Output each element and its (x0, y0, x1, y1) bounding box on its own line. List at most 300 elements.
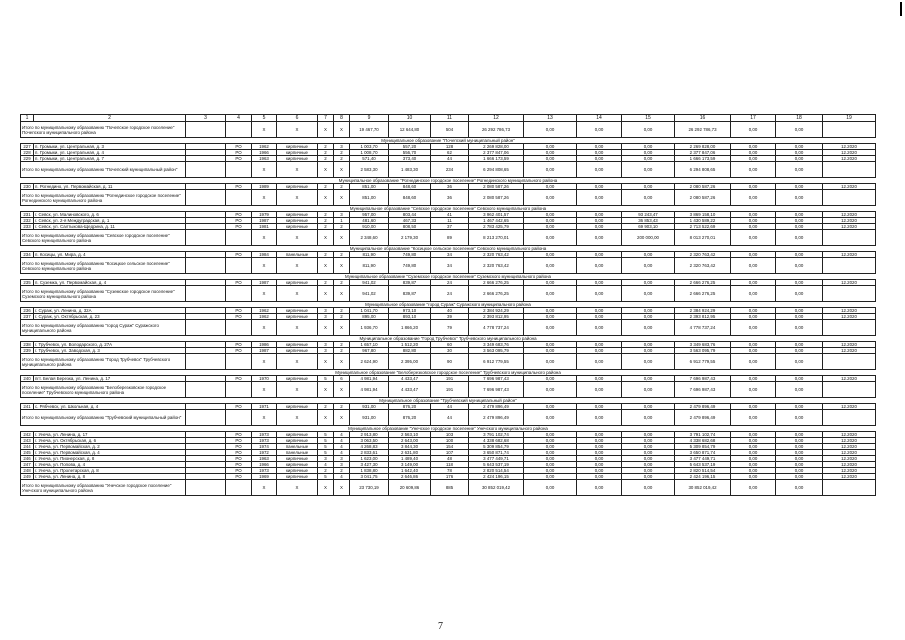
table-cell: 5 (318, 444, 334, 450)
table-cell: 36 (431, 184, 469, 190)
table-cell: 0,00 (524, 224, 577, 230)
table-cell: РО (226, 156, 252, 162)
table-cell: 103 (431, 432, 469, 438)
table-cell: 2 080 587,26 (469, 184, 524, 190)
table-cell: 2 (318, 404, 334, 410)
table-cell: РО (226, 184, 252, 190)
table-cell: кирпичные (277, 144, 318, 150)
table-cell: 12.2020 (823, 144, 876, 150)
subtotal-cell: 0,00 (577, 230, 622, 246)
subtotal-cell: X (334, 190, 350, 206)
subtotal-cell: 2 395,00 (389, 354, 431, 370)
table-cell: 0,00 (731, 404, 776, 410)
table-cell: 0,00 (577, 348, 622, 354)
table-cell: 3 791 102,74 (469, 432, 524, 438)
table-cell: 12.2020 (823, 252, 876, 258)
table-cell: 0,00 (524, 314, 577, 320)
table-cell: 0,00 (622, 252, 675, 258)
table-cell: РО (226, 348, 252, 354)
subtotal-cell: X (318, 190, 334, 206)
table-cell: 2 (334, 342, 350, 348)
table-cell: 3 (318, 348, 334, 354)
table-cell: 808,50 (389, 224, 431, 230)
section-heading: Муниципальное образование "Белоберезковское городское поселение" Трубчевского муниципального района (21, 370, 876, 376)
table-cell: 0,00 (731, 474, 776, 480)
subtotal-cell: 6 294 808,65 (469, 162, 524, 178)
table-cell: 12.2020 (823, 474, 876, 480)
subtotal-cell: X (334, 122, 350, 138)
subtotal-cell: 851,00 (350, 190, 389, 206)
row-number: 227 (21, 144, 34, 150)
column-number: 8 (334, 115, 350, 122)
table-cell: 41 (431, 212, 469, 218)
subtotal-cell: X (252, 122, 277, 138)
table-cell: 12.2020 (823, 462, 876, 468)
table-cell: 40 (431, 308, 469, 314)
subtotal-cell (226, 230, 252, 246)
table-cell: 0,00 (524, 444, 577, 450)
table-cell: 3 844,30 (389, 444, 431, 450)
subtotal-cell: 2 624,90 (350, 354, 389, 370)
column-number: 5 (252, 115, 277, 122)
table-cell: 0,00 (622, 342, 675, 348)
table-cell: 0,00 (577, 432, 622, 438)
row-number: 245 (21, 450, 34, 456)
row-number: 246 (21, 456, 34, 462)
table-cell: 851,00 (350, 184, 389, 190)
subtotal-cell: 0,00 (622, 122, 675, 138)
address-cell: г. Севск, ул. 2-я Междуградская, д. 1 (34, 218, 186, 224)
subtotal-cell (823, 382, 876, 398)
table-cell: 5 (318, 438, 334, 444)
table-cell: 910,00 (350, 224, 389, 230)
section-heading: Муниципальное образование "Почепский муниципальный район" (21, 138, 876, 144)
table-cell: 48 (431, 456, 469, 462)
subtotal-cell: 0,00 (524, 122, 577, 138)
subtotal-cell: 0,00 (776, 410, 823, 426)
row-number: 228 (21, 150, 34, 156)
table-cell: 1970 (252, 376, 277, 382)
table-cell: 0,00 (524, 462, 577, 468)
subtotal-cell: X (318, 162, 334, 178)
subtotal-cell: 2 479 896,49 (675, 410, 731, 426)
table-cell: 0,00 (622, 468, 675, 474)
subtotal-cell: 876,20 (389, 410, 431, 426)
table-cell: 0,00 (577, 444, 622, 450)
table-cell: 0,00 (524, 218, 577, 224)
table-cell: панельные (277, 252, 318, 258)
table-cell: 882,80 (389, 348, 431, 354)
section-heading: Муниципальное образование "Рогнединское городское поселение" Рогнединского муниципального района (21, 178, 876, 184)
subtotal-cell: 839,87 (389, 286, 431, 302)
column-number: 1 (21, 115, 34, 122)
table-cell: 0,00 (577, 144, 622, 150)
table-cell: 0,00 (731, 376, 776, 382)
table-cell: 803,44 (389, 212, 431, 218)
subtotal-cell: 2 320 763,42 (469, 258, 524, 274)
table-cell: кирпичные (277, 432, 318, 438)
table-cell: 2 (318, 218, 334, 224)
address-cell: п. Громыки, ул. Центральная, д. 7 (34, 156, 186, 162)
table-cell: 0,00 (622, 462, 675, 468)
table-cell: 191 (431, 376, 469, 382)
table-cell: 0,00 (577, 314, 622, 320)
subtotal-label: Итого по муниципальному образованию "Суземское городское поселение" Суземского муниципального района (21, 286, 186, 302)
table-cell: РО (226, 462, 252, 468)
subtotal-cell: 2 666 276,25 (469, 286, 524, 302)
table-cell: 0,00 (776, 224, 823, 230)
table-cell: кирпичные (277, 212, 318, 218)
table-cell: 30 (431, 348, 469, 354)
table-cell: 931,00 (350, 404, 389, 410)
subtotal-cell: X (318, 122, 334, 138)
subtotal-label: Итого по муниципальному образованию "Трубчевский муниципальный район" (21, 410, 186, 426)
subtotal-cell: 0,00 (524, 354, 577, 370)
subtotal-cell: X (334, 382, 350, 398)
column-number: 6 (277, 115, 318, 122)
table-cell: 1987 (252, 280, 277, 286)
subtotal-cell: X (252, 230, 277, 246)
table-cell: 24 (431, 280, 469, 286)
subtotal-cell (823, 410, 876, 426)
table-cell: 3 041,75 (350, 474, 389, 480)
table-cell: 0,00 (731, 456, 776, 462)
table-cell: кирпичные (277, 150, 318, 156)
table-cell: РО (226, 404, 252, 410)
table-cell: 556,70 (389, 150, 431, 156)
subtotal-cell: X (334, 286, 350, 302)
table-cell: РО (226, 308, 252, 314)
subtotal-row (21, 382, 876, 398)
subtotal-cell: 1 483,30 (389, 162, 431, 178)
subtotal-cell: 0,00 (731, 286, 776, 302)
table-cell: 0,00 (577, 218, 622, 224)
table-cell: 0,00 (577, 376, 622, 382)
subtotal-cell: 26 292 786,73 (469, 122, 524, 138)
table-cell: 5 (318, 376, 334, 382)
subtotal-cell: 24 (431, 286, 469, 302)
table-cell: 3 (318, 456, 334, 462)
subtotal-cell: X (277, 230, 318, 246)
table-cell: 2 (334, 150, 350, 156)
table-cell: 5 643 537,19 (675, 462, 731, 468)
table-cell: 0,00 (577, 438, 622, 444)
table-cell: 895,00 (350, 314, 389, 320)
subtotal-cell: X (252, 382, 277, 398)
table-cell: 34 (431, 252, 469, 258)
table-cell: РО (226, 342, 252, 348)
subtotal-cell: 6 912 779,55 (675, 354, 731, 370)
table-cell: 2 913,80 (350, 432, 389, 438)
table-cell: 0,00 (524, 252, 577, 258)
table-cell: 4 (334, 438, 350, 444)
subtotal-cell: 0,00 (577, 320, 622, 336)
subtotal-cell: 0,00 (622, 162, 675, 178)
subtotal-cell: 749,80 (389, 258, 431, 274)
section-heading: Муниципальное образование "Трубчевский муниципальный район" (21, 398, 876, 404)
table-cell: 12.2020 (823, 308, 876, 314)
table-cell: 2 479 896,49 (469, 404, 524, 410)
table-cell: 4 (334, 444, 350, 450)
table-cell: 2 269 828,00 (675, 144, 731, 150)
table-cell: 0,00 (776, 184, 823, 190)
subtotal-cell: 0,00 (776, 354, 823, 370)
subtotal-cell: 811,90 (350, 258, 389, 274)
table-cell: 5 309 854,79 (469, 444, 524, 450)
table-cell: 2 820 514,54 (675, 468, 731, 474)
subtotal-cell: X (277, 354, 318, 370)
table-cell: 2 631,80 (389, 450, 431, 456)
subtotal-cell: 0,00 (776, 162, 823, 178)
row-number: 231 (21, 212, 34, 218)
table-cell: РО (226, 474, 252, 480)
subtotal-cell: 34 (431, 258, 469, 274)
table-cell: РО (226, 224, 252, 230)
address-cell: п. Громыки, ул. Центральная, д. 4 (34, 150, 186, 156)
subtotal-label: Итого по муниципальному образованию "Почепский муниципальный район" (21, 162, 186, 178)
address-cell: г. Унеча, ул. Ленина, д. 8 (34, 474, 186, 480)
table-cell: 1 489,40 (389, 456, 431, 462)
table-cell: 2 666 276,25 (675, 280, 731, 286)
row-number: 240 (21, 376, 34, 382)
subtotal-cell (823, 480, 876, 496)
table-cell: 0,00 (524, 456, 577, 462)
subtotal-row (21, 480, 876, 496)
table-cell: 2 384 924,29 (469, 308, 524, 314)
table-cell: 0,00 (524, 376, 577, 382)
row-number: 236 (21, 308, 34, 314)
address-cell: п. Рогнедино, ул. Первомайская, д. 11 (34, 184, 186, 190)
table-cell: 0,00 (622, 450, 675, 456)
subtotal-cell: X (318, 230, 334, 246)
subtotal-cell: X (334, 320, 350, 336)
address-cell: г. Сураж, ул. Октябрьская, д. 23 (34, 314, 186, 320)
table-cell: 3 962 401,57 (469, 212, 524, 218)
address-cell: с. Рябчевск, ул. Школьная, д. 4 (34, 404, 186, 410)
table-cell: 2 (318, 224, 334, 230)
subtotal-cell: 0,00 (776, 320, 823, 336)
address-cell: г. Унеча, ул. Пионерская, д. 8 (34, 456, 186, 462)
subtotal-cell: X (252, 190, 277, 206)
table-cell: кирпичные (277, 468, 318, 474)
table-cell: 4 981,94 (350, 376, 389, 382)
subtotal-cell: 0,00 (731, 162, 776, 178)
subtotal-cell: 234 (431, 162, 469, 178)
table-cell: 2 393 812,95 (675, 314, 731, 320)
subtotal-cell: 36 (431, 190, 469, 206)
section-heading: Муниципальное образование "город Сураж" Суражского муниципального района (21, 302, 876, 308)
table-cell: 1973 (252, 468, 277, 474)
table-cell: 0,00 (731, 252, 776, 258)
table-cell: 0,00 (622, 438, 675, 444)
subtotal-cell: X (252, 320, 277, 336)
subtotal-cell: 0,00 (622, 354, 675, 370)
table-cell: 0,00 (776, 252, 823, 258)
subtotal-cell: 0,00 (622, 382, 675, 398)
table-cell: 3 477 449,71 (675, 456, 731, 462)
table-cell: 78 (431, 468, 469, 474)
table-cell: 3 (334, 212, 350, 218)
address-cell: г. Трубчевск, ул. Заводская, д. 3 (34, 348, 186, 354)
table-cell: 12.2020 (823, 150, 876, 156)
subtotal-cell (823, 162, 876, 178)
table-cell: 1962 (252, 314, 277, 320)
subtotal-cell: X (334, 162, 350, 178)
subtotal-cell: 7 696 987,43 (675, 382, 731, 398)
table-cell: кирпичные (277, 342, 318, 348)
table-cell: кирпичные (277, 308, 318, 314)
table-cell: 0,00 (524, 150, 577, 156)
address-cell: п. Суземка, ул. Первомайская, д. 4 (34, 280, 186, 286)
subtotal-cell: 79 (431, 320, 469, 336)
subtotal-cell (226, 286, 252, 302)
table-cell: 0,00 (731, 342, 776, 348)
table-cell: 0,00 (622, 308, 675, 314)
subtotal-cell: 0,00 (577, 480, 622, 496)
table-cell: 1974 (252, 444, 277, 450)
address-cell: г. Севск, ул. Салтыкова-Щедрина, д. 11 (34, 224, 186, 230)
table-cell: 373,40 (389, 156, 431, 162)
table-cell: 2 (334, 404, 350, 410)
subtotal-cell: 4 778 737,24 (469, 320, 524, 336)
subtotal-cell: 4 981,94 (350, 382, 389, 398)
subtotal-cell: 6 912 779,55 (469, 354, 524, 370)
table-cell: 3 349 683,76 (675, 342, 731, 348)
table-cell: 2 080 587,26 (675, 184, 731, 190)
table-cell: 3 (318, 342, 334, 348)
subtotal-cell: 0,00 (622, 320, 675, 336)
subtotal-cell: 6 294 808,65 (675, 162, 731, 178)
table-cell: кирпичные (277, 280, 318, 286)
table-cell: 0,00 (577, 462, 622, 468)
table-cell: 1 (334, 218, 350, 224)
subtotal-row (21, 230, 876, 246)
subtotal-cell (823, 320, 876, 336)
table-cell: 0,00 (731, 468, 776, 474)
table-cell: 2 646,86 (389, 474, 431, 480)
column-number: 11 (431, 115, 469, 122)
table-cell: 0,00 (731, 450, 776, 456)
row-number: 244 (21, 444, 34, 450)
table-cell: 1 041,70 (350, 308, 389, 314)
table-cell: 12.2020 (823, 404, 876, 410)
subtotal-cell: 2 348,60 (350, 230, 389, 246)
table-cell: 176 (431, 474, 469, 480)
row-number: 234 (21, 252, 34, 258)
subtotal-cell: 0,00 (776, 122, 823, 138)
table-cell: 12.2020 (823, 184, 876, 190)
subtotal-cell: X (252, 286, 277, 302)
table-cell: 0,00 (776, 404, 823, 410)
table-cell: 1987 (252, 348, 277, 354)
subtotal-cell: 2 479 896,49 (469, 410, 524, 426)
table-cell: 0,00 (577, 156, 622, 162)
table-cell: 5 (318, 450, 334, 456)
table-cell: 0,00 (776, 308, 823, 314)
subtotal-cell (226, 258, 252, 274)
subtotal-cell: X (277, 286, 318, 302)
table-cell: 1 008,70 (350, 150, 389, 156)
table-cell: 2 424 196,15 (469, 474, 524, 480)
table-cell: 2 713 522,69 (675, 224, 731, 230)
table-cell: 2 424 196,15 (675, 474, 731, 480)
table-cell: 36 853,43 (622, 218, 675, 224)
row-number: 247 (21, 462, 34, 468)
subtotal-cell: 8 013 270,01 (675, 230, 731, 246)
subtotal-row (21, 258, 876, 274)
table-cell: РО (226, 456, 252, 462)
table-cell: 0,00 (776, 474, 823, 480)
table-cell: 3 (334, 462, 350, 468)
subtotal-cell: 0,00 (776, 258, 823, 274)
table-cell: 5 643 537,19 (469, 462, 524, 468)
address-cell: г. Севск, ул. Малиновского, д. 6 (34, 212, 186, 218)
column-number: 7 (318, 115, 334, 122)
table-cell: 2 783 425,79 (469, 224, 524, 230)
subtotal-row (21, 162, 876, 178)
table-cell: 0,00 (577, 342, 622, 348)
subtotal-cell (823, 286, 876, 302)
table-cell: 0,00 (622, 444, 675, 450)
table-cell: 118 (431, 462, 469, 468)
column-number: 2 (34, 115, 186, 122)
table-cell: 3 477 449,71 (469, 456, 524, 462)
table-cell: 0,00 (622, 376, 675, 382)
table-cell: РО (226, 438, 252, 444)
table-cell: 0,00 (731, 438, 776, 444)
table-cell: 0,00 (776, 462, 823, 468)
table-cell: кирпичные (277, 184, 318, 190)
subtotal-cell: 200 000,00 (622, 230, 675, 246)
subtotal-cell: 941,02 (350, 286, 389, 302)
table-cell: 3 149,00 (389, 462, 431, 468)
subtotal-row (21, 320, 876, 336)
subtotal-cell (226, 190, 252, 206)
table-cell: 2 320 763,42 (675, 252, 731, 258)
subtotal-cell: 0,00 (731, 382, 776, 398)
table-cell: 0,00 (731, 224, 776, 230)
table-cell: 107 (431, 450, 469, 456)
subtotal-cell: 0,00 (776, 190, 823, 206)
subtotal-cell: X (277, 410, 318, 426)
section-heading: Муниципальное образование "Косицкое сельское поселение" Севского муниципального района (21, 246, 876, 252)
table-cell: 3 349 683,76 (469, 342, 524, 348)
subtotal-cell: X (334, 354, 350, 370)
table-cell: 1 666 173,59 (469, 156, 524, 162)
table-cell: 2 377 847,06 (675, 150, 731, 156)
subtotal-cell: 0,00 (577, 354, 622, 370)
table-cell: 0,00 (776, 376, 823, 382)
table-cell: кирпичные (277, 376, 318, 382)
table-cell: 0,00 (622, 184, 675, 190)
table-cell: кирпичные (277, 224, 318, 230)
table-cell: 1 623,00 (350, 456, 389, 462)
subtotal-cell: X (252, 258, 277, 274)
table-cell: 0,00 (622, 432, 675, 438)
table-cell: 0,00 (731, 444, 776, 450)
subtotal-cell: 0,00 (731, 410, 776, 426)
table-cell: 0,00 (776, 280, 823, 286)
subtotal-cell: 0,00 (577, 190, 622, 206)
section-heading: Муниципальное образование "Город Трубчевск" Трубчевского муниципального района (21, 336, 876, 342)
table-cell: 0,00 (776, 314, 823, 320)
subtotal-cell: 2 179,30 (389, 230, 431, 246)
table-cell: 128 (431, 144, 469, 150)
address-cell: г. Унеча, ул. Попова, д. 4 (34, 462, 186, 468)
section-heading: Муниципальное образование "Суземское городское поселение" Суземского муниципального района (21, 274, 876, 280)
table-cell: 1981 (252, 224, 277, 230)
table-cell: 0,00 (577, 150, 622, 156)
